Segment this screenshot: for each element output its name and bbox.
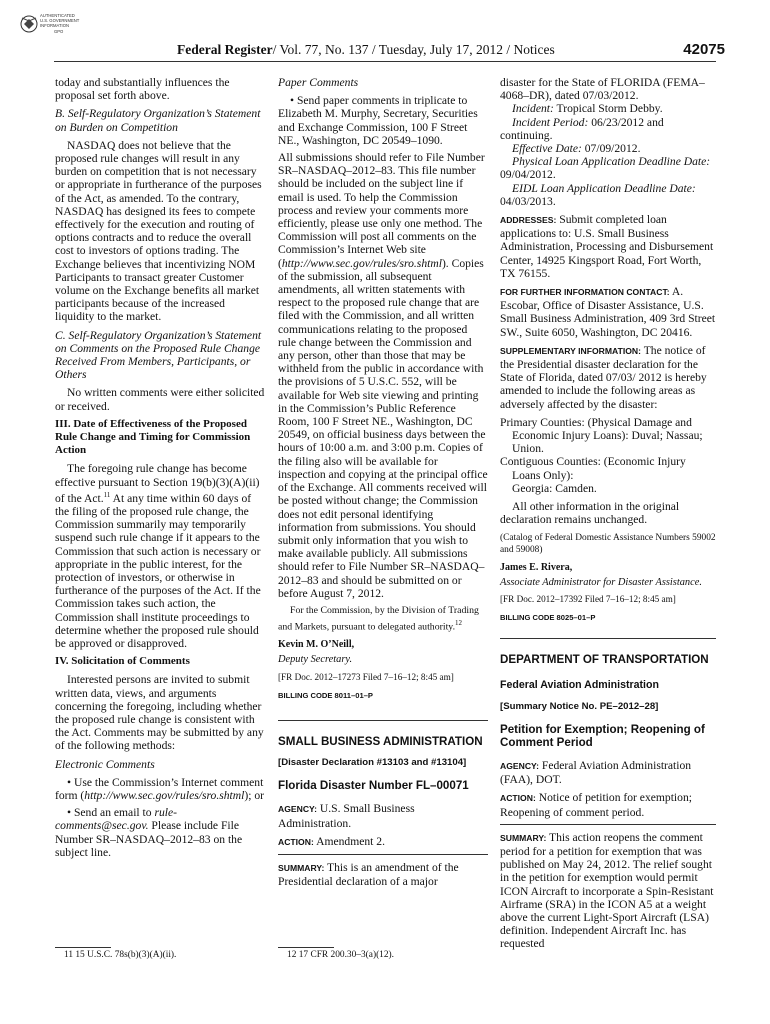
text-run: 07/09/2012. <box>581 142 641 156</box>
paragraph: NASDAQ does not believe that the proposed rule changes will result in any burden on competition that is not necessary or appropriate in furtherance of the purposes of the Act, as amended. To the contrary, NASDAQ has designed its fees to compete effectively for the execution and routing of options contracts and to reduce the overall cost to investors of options trading. The Exchange believes that incentivizing NOM Participants to transact greater Customer volume on the Exchange benefits all market participants because of the increased liquidity to the market. <box>55 138 262 324</box>
agency-line <box>278 802 488 829</box>
paragraph: All other information in the original declaration remains unchanged. <box>500 500 680 527</box>
text-run: U.S. Small Business Administration. <box>278 802 415 830</box>
text-run: • Use the Commission’s Internet comment form ( <box>55 775 264 803</box>
billing-code: BILLING CODE 8025–01–P <box>500 613 596 623</box>
header-citation <box>177 42 555 58</box>
label: FOR FURTHER INFORMATION CONTACT: <box>500 287 670 298</box>
incident-period-line <box>500 116 716 142</box>
paragraph: today and substantially influences the proposal set forth above. <box>55 76 230 103</box>
bullet-item <box>55 776 265 802</box>
text-run: Submit completed loan applications to: U.S. Small Business Administration, Processing and Disbursement Center, 14925 Kingsport Road, Fort Worth, TX 76155. <box>500 213 714 280</box>
section-divider <box>278 720 488 721</box>
logo-line-4: GPO <box>54 29 64 34</box>
bullet-item: • Send paper comments in triplicate to Elizabeth M. Murphy, Secretary, Securities and Exchange Commission, 100 F Street NE., Washington, DC 20549–1090. <box>278 94 478 147</box>
label: Incident: <box>512 102 554 116</box>
text-run: Notice of petition for exemption; Reopening of comment period. <box>500 791 692 819</box>
section-heading-paper: Paper Comments <box>278 76 359 89</box>
label: ACTION: <box>500 793 536 804</box>
signer-title: Associate Administrator for Disaster Assistance. <box>500 576 702 588</box>
authority-paragraph <box>278 605 488 633</box>
label: SUMMARY: <box>278 863 325 874</box>
paragraph: Interested persons are invited to submit written data, views, and arguments concerning the foregoing, including whether the proposed rule change is consistent with the Act. Comments may be submitted by any of the following methods: <box>55 673 264 753</box>
section-heading-electronic: Electronic Comments <box>55 757 155 771</box>
physical-deadline-line <box>500 155 716 181</box>
issue-info: / Vol. 77, No. 137 / Tuesday, July 17, 2012 / Notices <box>272 42 555 57</box>
contiguous-counties: Contiguous Counties: (Economic Injury Loans Only): <box>500 455 686 482</box>
label: ACTION: <box>278 836 314 847</box>
text-run: 06/23/2012 and continuing. <box>500 115 664 142</box>
text-run: All submissions should refer to File Number SR–NASDAQ–2012–83. This file number should be included on the subject line if email is used. To help the Commission process and review your comments more efficiently, please use only one method. The Commission will post all comments on the Commission’s Internet Web site ( <box>278 151 485 270</box>
action-line <box>500 791 716 818</box>
agency-line <box>500 759 716 786</box>
text-run: This action reopens the comment period for a petition for exemption that was published on May 24, 2012. The relief sought in the petition for exemption would permit ICON Aircraft to incorporate a Spin-Resistant Airframe (SRA) in the ICON A5 at a weight above the current Light-Sport Aircraft (LSA) definition. Independent Aircraft Inc. has requested <box>500 830 714 951</box>
email-link[interactable]: rule-comments@sec.gov. <box>55 806 177 833</box>
footnote-ref[interactable]: 11 <box>103 490 111 499</box>
text-run: Tropical Storm Debby. <box>553 102 663 116</box>
text-run: Federal Aviation Administration (FAA), DOT. <box>500 758 692 787</box>
agency-heading: DEPARTMENT OF TRANSPORTATION <box>500 653 709 667</box>
footnote-11: 11 15 U.S.C. 78s(b)(3)(A)(ii). <box>64 950 177 960</box>
effective-date-line <box>500 142 716 155</box>
billing-code: BILLING CODE 8011–01–P <box>278 690 373 700</box>
footnote-rule <box>55 947 111 948</box>
paragraph <box>278 151 488 600</box>
paragraph: No written comments were either solicited or received. <box>55 386 265 413</box>
addresses-line <box>500 213 716 280</box>
page-number: 42075 <box>683 41 725 58</box>
logo-line-2: U.S. GOVERNMENT <box>40 18 80 23</box>
text-run: 09/04/2012. <box>500 168 556 182</box>
footnote-rule <box>278 947 334 948</box>
section-heading-iv: IV. Solicitation of Comments <box>55 655 190 668</box>
agency-heading: SMALL BUSINESS ADMINISTRATION <box>278 735 483 748</box>
notice-number: [Disaster Declaration #13103 and #13104] <box>278 757 467 769</box>
section-divider <box>500 824 716 825</box>
sub-agency-heading: Federal Aviation Administration <box>500 678 659 691</box>
paragraph <box>55 462 265 650</box>
label: AGENCY: <box>500 760 539 771</box>
page-header <box>115 40 725 60</box>
document-title: Florida Disaster Number FL–00071 <box>278 779 469 793</box>
text-run: ); or <box>244 789 264 803</box>
section-divider <box>278 854 488 855</box>
catalog-citation: (Catalog of Federal Domestic Assistance Numbers 59002 and 59008) <box>500 532 716 555</box>
label: Effective Date: <box>512 142 582 156</box>
header-rule <box>54 61 716 62</box>
eagle-seal-icon <box>21 16 37 32</box>
text-run: A. Escobar, Office of Disaster Assistance, U.S. Small Business Administration, 409 3rd Street SW., Suite 6050, Washington, DC 20416. <box>500 285 716 339</box>
label: SUPPLEMENTARY INFORMATION: <box>500 345 641 356</box>
footnote-ref[interactable]: 12 <box>455 618 463 627</box>
journal-name: Federal Register <box>177 42 273 57</box>
bullet-item <box>55 806 265 859</box>
text-run: 04/03/2013. <box>500 194 556 208</box>
section-heading-iii: III. Date of Effectiveness of the Proposed Rule Change and Timing for Commission Action <box>55 417 251 457</box>
action-line <box>278 835 488 849</box>
notice-number: [Summary Notice No. PE–2012–28] <box>500 700 659 712</box>
label: Physical Loan Application Deadline Date: <box>512 155 711 169</box>
section-divider <box>500 638 716 639</box>
text-run: The foregoing rule change has become effective pursuant to Section 19(b)(3)(A)(ii) of the Act. <box>55 462 260 505</box>
text-run: For the Commission, by the Division of Trading and Markets, pursuant to delegated authority. <box>278 604 479 633</box>
summary-line <box>278 861 488 888</box>
signer-title: Deputy Secretary. <box>278 654 353 666</box>
fr-doc-citation: [FR Doc. 2012–17273 Filed 7–16–12; 8:45 am] <box>278 671 454 682</box>
supplementary-line <box>500 344 716 411</box>
footnote-12: 12 17 CFR 200.30–3(a)(12). <box>287 950 395 960</box>
signer-name: Kevin M. O’Neill, <box>278 639 355 651</box>
section-heading-b: B. Self-Regulatory Organization’s Statement on Burden on Competition <box>55 107 261 134</box>
label: SUMMARY: <box>500 832 547 843</box>
column-3 <box>500 76 716 956</box>
section-heading-c: C. Self-Regulatory Organization’s Statement on Comments on the Proposed Rule Change Received From Members, Participants, or Others <box>55 328 262 382</box>
label: EIDL Loan Application Deadline Date: <box>512 181 696 195</box>
gpo-authenticated-logo <box>20 10 104 40</box>
incident-line <box>500 102 716 115</box>
logo-line-3: INFORMATION <box>40 23 69 28</box>
label: ADDRESSES: <box>500 215 557 226</box>
column-1 <box>55 76 265 863</box>
signer-name: James E. Rivera, <box>500 561 573 573</box>
document-title: Petition for Exemption; Reopening of Comment Period <box>500 722 705 749</box>
logo-line-1: AUTHENTICATED <box>40 13 75 18</box>
text-run: Amendment 2. <box>313 834 385 848</box>
paragraph: disaster for the State of FLORIDA (FEMA–4068–DR), dated 07/03/2012. <box>500 76 705 103</box>
georgia-counties: Georgia: Camden. <box>512 481 597 495</box>
text-run: Please include File Number SR–NASDAQ–2012–83 on the subject line. <box>55 819 243 859</box>
label: Incident Period: <box>512 115 589 129</box>
text-run: At any time within 60 days of the filing of the proposed rule change, the Commission summarily may temporarily suspend such rule change if it appears to the Commission that such action is necessary or appropriate in the public interest, for the protection of investors, or otherwise in furtherance of the purposes of the Act. If the Commission takes such action, the Commission shall institute proceedings to determine whether the proposed rule should be approved or disapproved. <box>55 491 261 650</box>
label: AGENCY: <box>278 804 317 815</box>
fr-doc-citation: [FR Doc. 2012–17392 Filed 7–16–12; 8:45 am] <box>500 593 676 604</box>
text-run: This is an amendment of the Presidential declaration of a major <box>278 861 459 889</box>
primary-counties: Primary Counties: (Physical Damage and Economic Injury Loans): Duval; Nassau; Union. <box>500 415 703 456</box>
summary-line <box>500 831 716 951</box>
text-run: ). Copies of the submission, all subsequent amendments, all written statements with respect to the proposed rule change that are filed with the Commission, and all written communications relating to the proposed rule change between the Commission and any person, other than those that may be withheld from the public in accordance with the provisions of 5 U.S.C. 552, will be available for Web site viewing and printing in the Commission’s Public Reference Room, 100 F Street NE., Washington, DC 20549, on official business days between the hours of 10:00 a.m. and 3:00 p.m. Copies of the filing also will be available for inspection and copying at the principal office of the Exchange. All comments received will be posted without change; the Commission does not edit personal identifying information from submissions. You should submit only information that you wish to make available publicly. All submissions should refer to File Number SR–NASDAQ–2012–83 and should be submitted on or before August 7, 2012. <box>278 256 488 600</box>
eidl-deadline-line <box>500 182 716 208</box>
column-2 <box>278 76 488 893</box>
sec-url-link[interactable]: http://www.sec.gov/rules/sro.shtml <box>84 789 245 803</box>
text-run: The notice of the Presidential disaster declaration for the State of Florida, dated 07/03/ 2012 is hereby amended to include the following areas as adversely affected by the disaster: <box>500 343 707 411</box>
sec-url-link[interactable]: http://www.sec.gov/rules/sro.shtml <box>281 256 442 270</box>
text-run: • Send an email to <box>67 806 155 820</box>
further-info-line <box>500 285 716 339</box>
